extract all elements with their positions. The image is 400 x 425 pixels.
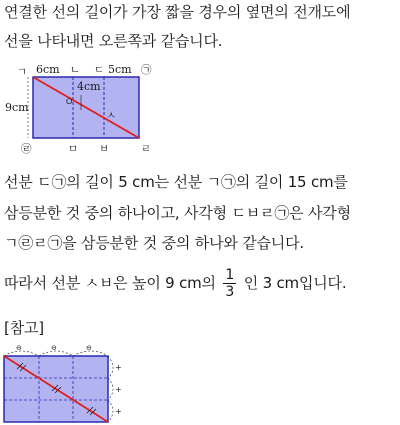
right-mark-2: + [115,385,122,394]
label-5cm: 5cm [108,63,132,76]
fraction-one-third [223,267,236,300]
label-4cm: 4cm [77,80,101,93]
label-9cm: 9cm [5,101,29,114]
text-line-2: 선을 나타내면 오른쪽과 같습니다. [4,32,223,50]
label-bieup: ㅂ [99,143,110,155]
text-line-1: 연결한 선의 길이가 가장 짧을 경우의 옆면의 전개도에 [4,3,351,21]
text-line-6-after: 인 3 cm입니다. [243,274,347,292]
label-6cm: 6cm [36,63,60,76]
label-nieun: ㄴ [70,64,81,76]
fraction-denominator: 3 [225,284,235,300]
text-line-4: 삼등분한 것 중의 하나이고, 사각형 ㄷㅂㄹ㉠은 사각형 [4,204,351,222]
text-line-3: 선분 ㄷ㉠의 길이 5 cm는 선분 ㄱ㉠의 길이 15 cm를 [4,173,348,191]
net-diagram-1 [0,58,165,158]
text-line-5: ㄱ㉣ㄹ㉠을 삼등분한 것 중의 하나와 같습니다. [4,234,304,252]
right-mark-1: + [115,363,122,372]
text-line-6 [4,266,346,300]
fraction-numerator: 1 [225,267,235,283]
top-mark-2: ⊖ [51,344,57,352]
label-ieung: ㅇ [64,96,75,108]
label-rieul: ㄹ [141,143,152,155]
label-circled-giyeok: ㉠ [141,64,152,76]
text-line-6-before: 따라서 선분 ㅅㅂ은 높이 9 cm의 [4,274,216,292]
note-label: [참고] [4,319,44,337]
net-diagram-2 [0,344,130,425]
top-mark-1: ⊖ [16,344,22,352]
label-circled-rieul: ㉣ [21,143,32,155]
label-giyeok: ㄱ [17,66,28,78]
label-digeut: ㄷ [94,64,105,76]
label-mieum: ㅁ [68,143,79,155]
right-mark-3: + [115,407,122,416]
top-mark-3: ⊖ [86,344,92,352]
label-siot: ㅅ [106,110,117,122]
